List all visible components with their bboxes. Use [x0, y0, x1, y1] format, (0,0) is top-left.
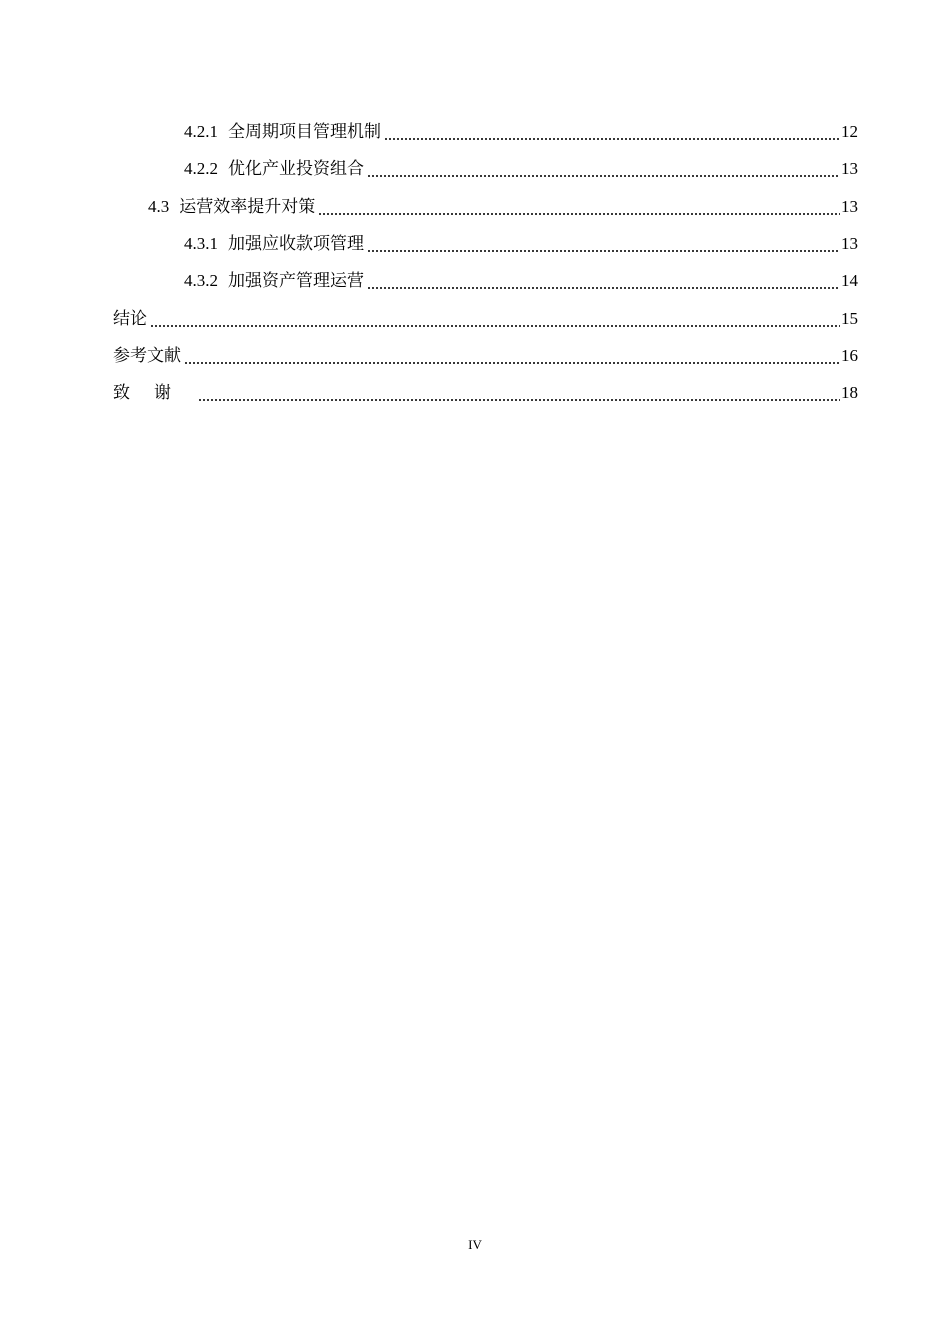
toc-entry-4-3[interactable] [148, 192, 858, 222]
toc-entry-number: 4.3.1 [184, 234, 218, 253]
toc-entry-conclusion[interactable] [113, 304, 858, 334]
toc-entry-title: 全周期项目管理机制 [228, 122, 381, 141]
toc-dot-leader [367, 229, 840, 259]
toc-entry-page: 13 [841, 234, 858, 253]
toc-dot-leader [367, 154, 840, 184]
toc-entry-4-3-2[interactable] [184, 266, 858, 296]
toc-entry-page: 18 [841, 383, 858, 402]
toc-entry-4-3-1[interactable] [184, 229, 858, 259]
toc-entry-title: 加强资产管理运营 [228, 271, 364, 290]
toc-entry-4-2-2[interactable] [184, 154, 858, 184]
toc-dot-leader [318, 192, 840, 222]
toc-dot-leader [198, 378, 840, 408]
toc-entry-title: 运营效率提升对策 [179, 197, 316, 216]
toc-entry-page: 15 [841, 309, 858, 328]
toc-entry-number: 4.3.2 [184, 271, 218, 290]
toc-entry-number: 4.3 [148, 197, 170, 216]
toc-entry-title: 加强应收款项管理 [228, 234, 364, 253]
toc-entry-title: 结论 [113, 309, 147, 328]
toc-entry-number: 4.2.2 [184, 159, 218, 178]
toc-dot-leader [150, 304, 840, 334]
toc-entry-page: 14 [841, 271, 858, 290]
toc-entry-page: 13 [841, 159, 858, 178]
toc-entry-title: 优化产业投资组合 [228, 159, 364, 178]
toc-entry-acknowledgements[interactable] [113, 378, 858, 408]
toc-entry-title: 参考文献 [113, 346, 181, 365]
toc-dot-leader [384, 117, 840, 147]
toc-entry-page: 12 [841, 122, 858, 141]
toc-entry-number: 4.2.1 [184, 122, 218, 141]
toc-entry-page: 16 [841, 346, 858, 365]
toc-entry-references[interactable] [113, 341, 858, 371]
toc-entry-page: 13 [841, 197, 858, 216]
toc-dot-leader [367, 266, 840, 296]
page-number: IV [468, 1237, 482, 1252]
toc-entry-title: 致谢 [113, 383, 195, 402]
toc-entry-4-2-1[interactable] [184, 117, 858, 147]
toc-dot-leader [184, 341, 840, 371]
